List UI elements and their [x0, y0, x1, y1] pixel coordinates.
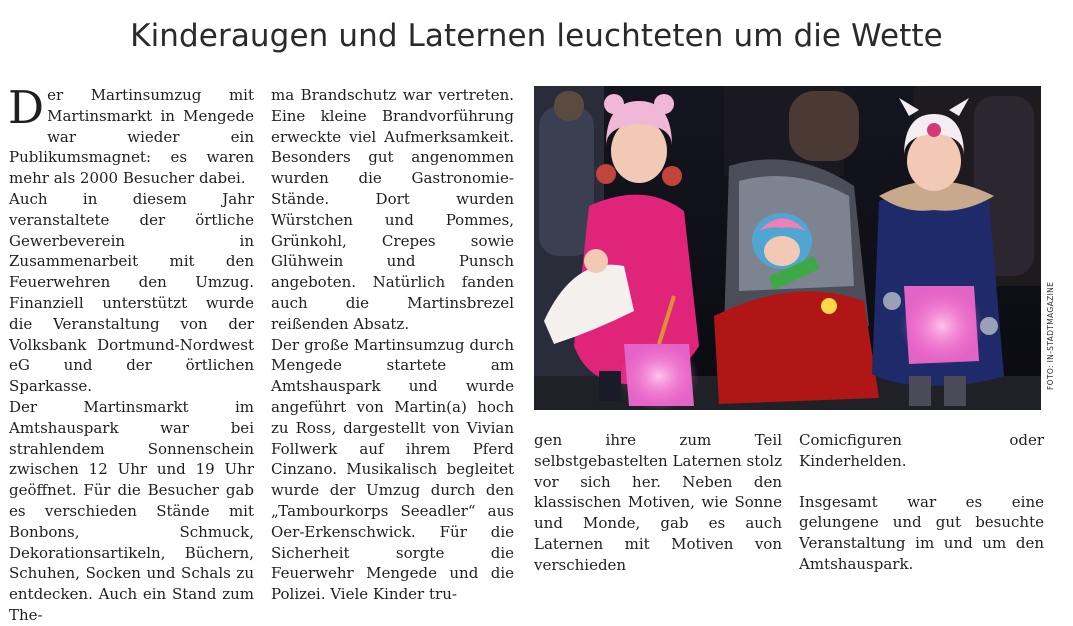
article-headline: Kinderaugen und Laternen leuchteten um die Wette — [130, 18, 943, 54]
stroller-with-baby — [714, 159, 879, 404]
article-column-1 — [8, 81, 254, 626]
paragraph-parade: Der große Martinsumzug durch Mengede startete am Amtshauspark und wurde angeführt von Martin(a) hoch zu Ross, dargestellt von Vivian Follwerk auf ihrem Pferd Cinzano. Musikalisch begleitet wurde der Umzug durch den „Tambourkorps Seeadler“ aus Oer-Erkenschwick. Für die Sicherheit sorgte die Feuerwehr Mengede und die Polizei. Viele Kinder tru- — [271, 335, 514, 604]
article-column-4 — [799, 430, 1044, 575]
paragraph-spacer — [799, 472, 1044, 492]
paragraph-conclusion: Insgesamt war es eine gelungene und gut besuchte Veranstaltung im und um den Amtshauspark. — [799, 492, 1044, 573]
article-column-2 — [271, 85, 514, 605]
paragraph-intro-text: er Martinsumzug mit Martinsmarkt in Mengede war wieder ein Publikumsmagnet: es waren mehr als 2000 Besucher dabei. — [9, 86, 254, 188]
paragraph-gastronomy: ma Brandschutz war vertreten. Eine kleine Brandvorführung erweckte viel Aufmerksamkeit. Besonders gut angenommen wurden die Gastronomie-Stände. Dort wurden Würstchen und Pommes, Grünkohl, Crepes sowie Glühwein und Punsch angeboten. Natürlich fanden auch die Martinsbrezel reißenden Absatz. — [271, 86, 514, 333]
paragraph-heroes: Comicfiguren oder Kinderhelden. — [799, 431, 1044, 470]
article-photo — [534, 86, 1041, 410]
paragraph-intro — [8, 81, 254, 189]
paragraph-organisation: Auch in diesem Jahr veranstaltete der örtliche Gewerbeverein in Zusammenarbeit mit den Feuerwehren den Umzug. Finanziell unterstützt wurde die Veranstaltung von der Volksbank Dortmund-Nordwest eG und der örtlichen Sparkasse. — [9, 189, 254, 396]
paragraph-lanterns: gen ihre zum Teil selbstgebastelten Laternen stolz vor sich her. Neben den klassischen Motiven, wie Sonne und Monde, gab es auch Laternen mit Motiven von verschieden — [534, 431, 782, 574]
article-column-3 — [534, 430, 782, 576]
photo-credit: FOTO: IN-STADTMAGAZINE — [1046, 281, 1055, 390]
children-lanterns-photo — [534, 86, 1041, 410]
paragraph-market: Der Martinsmarkt im Amtshauspark war bei strahlendem Sonnenschein zwischen 12 Uhr und 19 Uhr geöffnet. Für die Besucher gab es verschieden Stände mit Bonbons, Schmuck, Dekorationsartikeln, Büchern, Schuhen, Socken und Schals zu entdecken. Auch ein Stand zum The- — [9, 397, 254, 624]
drop-cap: D — [8, 81, 45, 134]
